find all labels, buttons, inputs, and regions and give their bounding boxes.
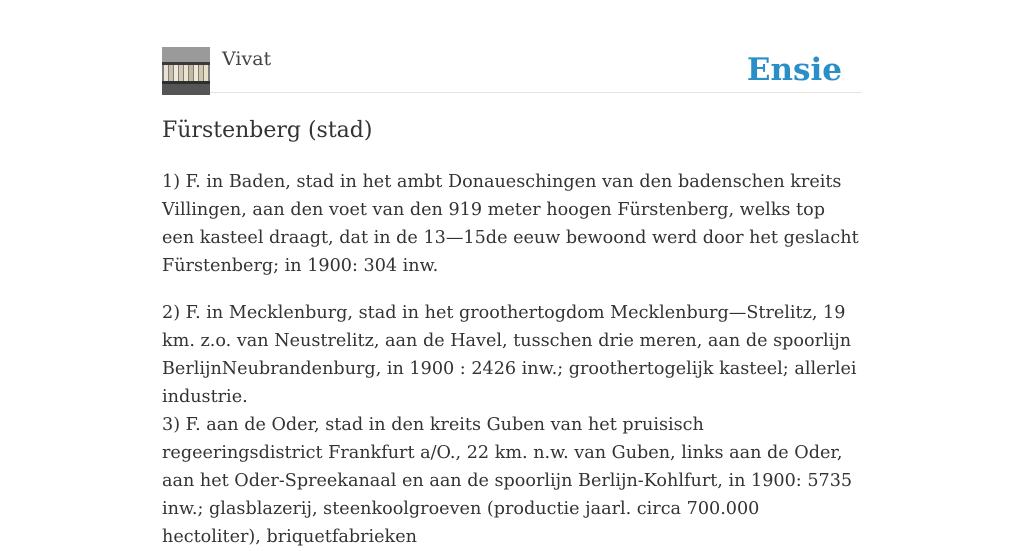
header <box>162 46 862 93</box>
paragraph-2: 2) F. in Mecklenburg, stad in het groothertogdom Mecklenburg—Strelitz, 19 km. z.o. van Neustrelitz, aan de Havel, tusschen drie meren, aan de spoorlijn BerlijnNeubrandenburg, in 1900 : 2426 inw.; groothertogelijk kasteel; allerlei industrie. <box>162 303 857 407</box>
paragraph-1: 1) F. in Baden, stad in het ambt Donaueschingen van den badenschen kreits Villingen, aan den voet van den 919 meter hoogen Fürstenberg, welks top een kasteel draagt, dat in de 13—15de eeuw bewoond werd door het geslacht Fürstenberg; in 1900: 304 inw. <box>162 172 859 276</box>
brand-logo[interactable]: Ensie <box>746 52 842 88</box>
page-title: Fürstenberg (stad) <box>162 118 373 143</box>
article-body <box>162 168 862 551</box>
author-name[interactable]: Vivat <box>222 48 272 70</box>
bookshelf-avatar-icon <box>162 47 210 95</box>
avatar[interactable] <box>162 47 210 95</box>
paragraph-3: 3) F. aan de Oder, stad in den kreits Guben van het pruisisch regeeringsdistrict Frankfurt a/O., 22 km. n.w. van Guben, links aan de Oder, aan het Oder-Spreekanaal en aan de spoorlijn Berlijn-Kohlfurt, in 1900: 5735 inw.; glasblazerij, steenkoolgroeven (productie jaarl. circa 700.000 hectoliter), briquetfabrieken <box>162 415 853 547</box>
